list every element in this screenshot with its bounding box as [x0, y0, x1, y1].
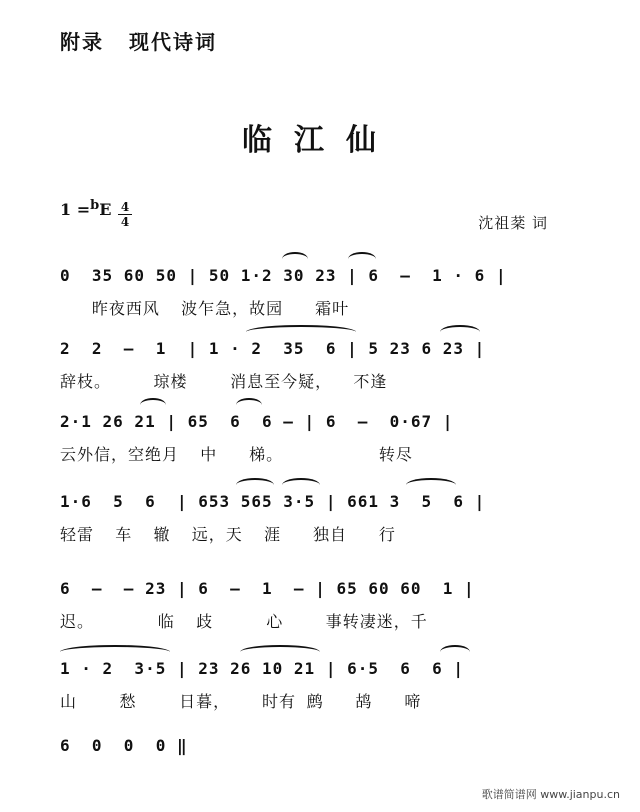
key-prefix: 1 = — [60, 200, 91, 219]
song-title: 临江仙 — [242, 123, 398, 158]
jianpu-notes: 1 · 2 3·5 | 23 26 10 21 | 6·5 6 6 | — [60, 659, 465, 678]
lyrics-line: 迟。 临 歧 心 事转凄迷，千 — [60, 612, 428, 631]
notation-line — [60, 478, 560, 518]
slur — [140, 398, 166, 412]
slur — [440, 645, 470, 659]
key-note: E — [99, 200, 112, 219]
jianpu-notes: 1·6 5 6 | 653 565 3·5 | 661 3 5 6 | — [60, 492, 486, 511]
page-header — [60, 26, 233, 55]
slur — [282, 478, 320, 492]
time-signature — [118, 200, 132, 229]
lyrics-line: 轻雷 车 辙 远，天 涯 独自 行 — [60, 525, 396, 544]
flat-sign: b — [90, 198, 100, 213]
lyrics-line: 昨夜西风 波乍急，故园 霜叶 — [60, 299, 350, 318]
notation-line — [60, 398, 560, 438]
score-row — [0, 478, 640, 568]
slur — [348, 252, 376, 266]
key-signature — [60, 200, 111, 219]
notation-line — [60, 252, 560, 292]
slur — [246, 325, 356, 339]
notation-line — [60, 722, 560, 762]
slur — [236, 398, 262, 412]
lyrics-line: 山 愁 日暮， 时有 鹧 鸪 啼 — [60, 692, 422, 711]
slur — [406, 478, 456, 492]
section-label: 现代诗词 — [128, 30, 217, 54]
score-row — [0, 398, 640, 488]
meter-top: 4 — [120, 200, 130, 214]
meter-bottom: 4 — [120, 215, 130, 229]
notation-line — [60, 645, 560, 685]
slur — [282, 252, 308, 266]
jianpu-notes: 2·1 26 21 | 65 6 6 – | 6 – 0·67 | — [60, 412, 454, 431]
lyricist-credit: 沈祖棻 词 — [478, 214, 548, 232]
jianpu-notes: 6 – – 23 | 6 – 1 – | 65 60 60 1 | — [60, 579, 475, 598]
slur — [240, 645, 320, 659]
jianpu-notes: 0 35 60 50 | 50 1·2 30 23 | 6 – 1 · 6 | — [60, 266, 507, 285]
slur — [60, 645, 170, 659]
notation-line — [60, 325, 560, 365]
slur — [236, 478, 274, 492]
lyrics-line: 辞枝。 琼楼 消息至今疑， 不逢 — [60, 372, 388, 391]
notation-line — [60, 565, 560, 605]
site-watermark: 歌谱简谱网 www.jianpu.cn — [481, 788, 620, 801]
lyrics-line: 云外信，空绝月 中 梯。 转尽 — [60, 445, 413, 464]
jianpu-notes: 2 2 – 1 | 1 · 2 35 6 | 5 23 6 23 | — [60, 339, 486, 358]
slur — [440, 325, 480, 339]
appendix-label: 附录 — [60, 30, 104, 54]
jianpu-notes: 6 0 0 0 ‖ — [60, 736, 188, 755]
score-row — [0, 565, 640, 655]
